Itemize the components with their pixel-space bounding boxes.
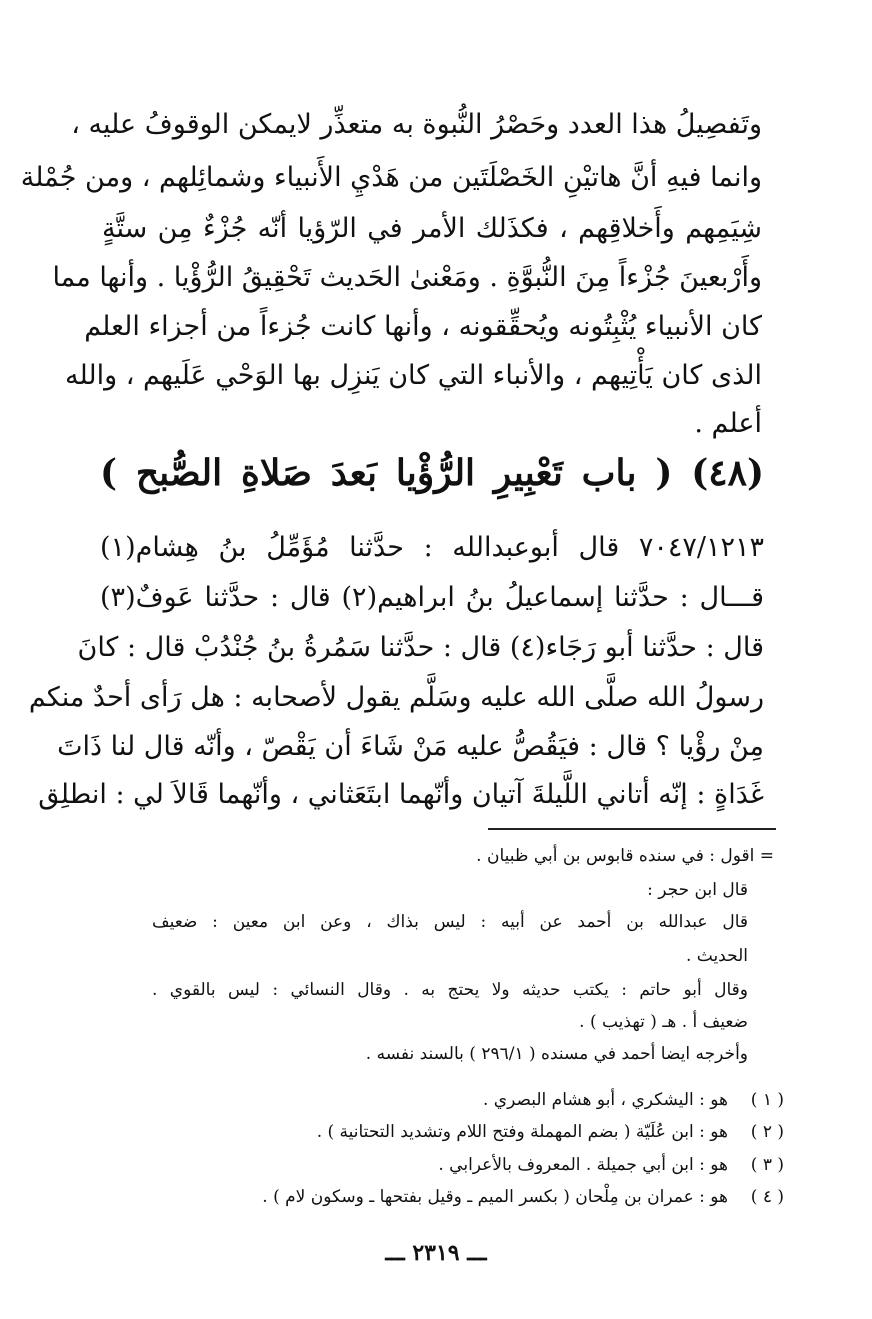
footnote-4 (262, 1189, 784, 1206)
hadith-text-line: مِنْ رؤْيا ؟ قال : فيَقُصُّ عليه مَنْ شَاءَ أن يَقْصّ ، وأنّه قال لنا ذَاتَ (57, 731, 764, 762)
footnote-1 (483, 1092, 784, 1109)
continued-note-line: الحديث . (685, 946, 748, 966)
hadith-text-line: غَدَاةٍ : إنّه أتاني اللَّيلةَ آتيان وأنّهما ابتَعَثاني ، وأنّهما قَالاَ لي : انطلِق (38, 779, 764, 810)
footnote-2 (317, 1124, 784, 1141)
page-number: ـــ ٢٣١٩ ـــ (385, 1240, 487, 1266)
footnote-text: هو : ابن أبي جميلة . المعروف بالأعرابي . (438, 1155, 728, 1175)
main-text-line: وانما فيهِ أنَّ هاتيْنِ الخَصْلَتَين من هَدْيِ الأَنبياء وشمائِلهم ، ومن جُمْلة (20, 162, 762, 193)
hadith-text-line: قـــال : حدَّثنا إسماعيلُ بنُ ابراهيم(٢) قال : حدَّثنا عَوفٌ(٣) (100, 582, 765, 613)
footnote-number: ( ٤ ) (750, 1187, 784, 1207)
footnote-text: هو : اليشكري ، أبو هشام البصري . (483, 1090, 728, 1110)
continued-note-line: ضعيف أ . هـ ( تهذيب ) . (579, 1012, 748, 1032)
continued-note-line: وقال أبو حاتم : يكتب حديثه ولا يحتج به . وقال النسائي : ليس بالقوي . (152, 980, 748, 1000)
hadith-text-line: ٧٠٤٧/١٢١٣ قال أبوعبدالله : حدَّثنا مُؤَمِّلُ بنُ هِشام(١) (100, 532, 764, 563)
footnote-number: ( ٣ ) (750, 1155, 784, 1175)
continued-note-line: قال عبدالله بن أحمد عن أبيه : ليس بذاك ، وعن ابن معين : ضعيف (152, 912, 748, 932)
main-text-line: كان الأنبياء يُثْبِتُونه ويُحقِّقونه ، وأنها كانت جُزءاً من أجزاء العلم (84, 311, 762, 342)
main-text-line: الذى كان يَأْتِيهم ، والأنباء التي كان يَنزِل بها الوَحْي عَلَيهم ، والله (64, 360, 762, 391)
main-text-line: أعلم . (694, 408, 762, 439)
main-text-line: وتَفصِيلُ هذا العدد وحَصْرُ النُّبوة به متعذِّر لايمكن الوقوفُ عليه ، (71, 109, 762, 140)
footnote-number: ( ٢ ) (750, 1122, 784, 1142)
footnote-divider (488, 828, 776, 830)
main-text-line: وأَرْبعينَ جُزْءاً مِنَ النُّبوَّةِ . ومَعْنىٰ الحَديث تَحْقِيقُ الرُّؤْيا . وأنها مما (52, 262, 762, 293)
continued-note-line: = اقول : في سنده قابوس بن أبي ظبيان . (476, 846, 774, 866)
footnote-text: هو : عمران بن مِلْحان ( بكسر الميم ـ وقيل بفتحها ـ وسكون لام ) . (262, 1187, 728, 1207)
continued-note-line: وأخرجه ايضا أحمد في مسنده ( ٢٩٦/١ ) بالسند نفسه . (365, 1044, 748, 1064)
continued-note-line: قال ابن حجر : (647, 880, 748, 900)
footnote-text: هو : ابن عُلَيّة ( بضم المهملة وفتح اللام وتشديد التحتانية ) . (316, 1122, 728, 1142)
footnote-3 (438, 1157, 784, 1174)
chapter-heading: (٤٨) ( باب تَعْبِيرِ الرُّؤْيا بَعدَ صَلاةِ الصُّبح ) (100, 452, 764, 494)
main-text-line: شِيَمِهم وأَخلاقِهم ، فكذَلك الأمر في الرّؤيا أنّه جُزْءٌ مِن ستَّةٍ (102, 213, 762, 244)
hadith-text-line: رسولُ الله صلَّى الله عليه وسَلَّم يقول لأصحابه : هل رَأى أحدٌ منكم (28, 682, 764, 713)
footnote-number: ( ١ ) (750, 1090, 784, 1110)
hadith-text-line: قال : حدَّثنا أبو رَجَاء(٤) قال : حدَّثنا سَمُرةُ بنُ جُنْدُبْ قال : كانَ (77, 632, 764, 663)
